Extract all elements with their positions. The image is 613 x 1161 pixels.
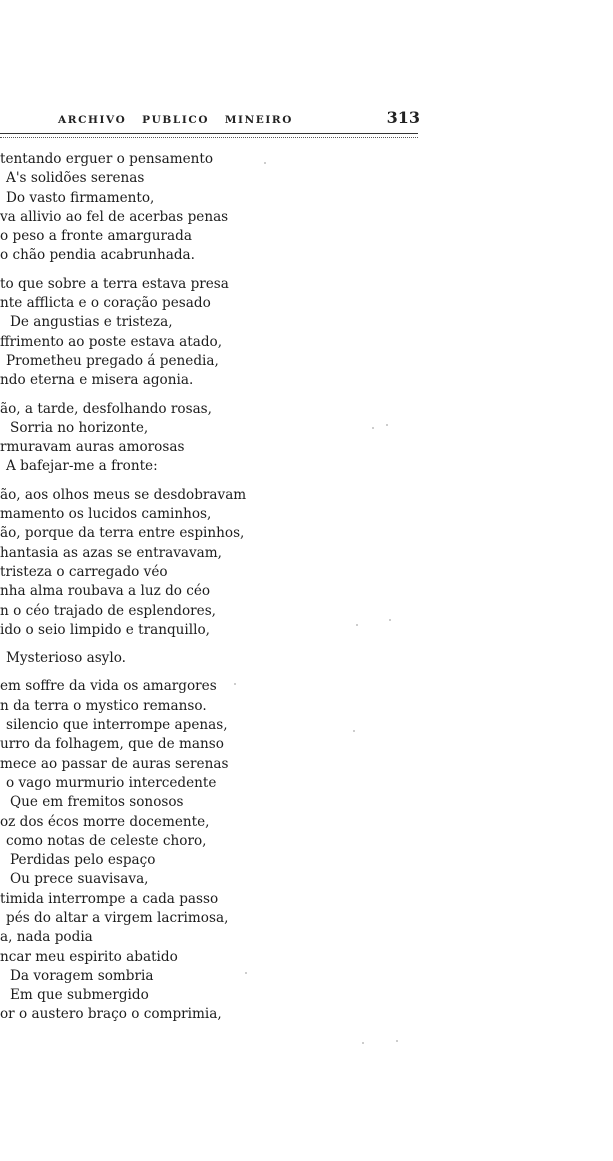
poem-line: ndo eterna e misera agonia. xyxy=(0,372,194,389)
poem-line: oz dos écos morre docemente, xyxy=(0,813,210,830)
header-rule xyxy=(0,133,418,138)
poem-line: o vago murmurio intercedente xyxy=(6,774,217,791)
poem-line: A bafejar-me a fronte: xyxy=(6,458,158,475)
stanza xyxy=(0,400,613,477)
poem-line: n o céo trajado de esplendores, xyxy=(0,602,216,619)
scan-speck xyxy=(362,1042,364,1044)
poem-line: o chão pendia acabrunhada. xyxy=(0,247,195,264)
poem-line: Prometheu pregado á penedia, xyxy=(6,352,219,369)
poem-line: urro da folhagem, que de manso xyxy=(0,736,224,753)
poem-line: Em que submergido xyxy=(10,987,149,1004)
poem-line: o peso a fronte amargurada xyxy=(0,228,192,245)
poem-line: to que sobre a terra estava presa xyxy=(0,275,229,292)
poem-line: tentando erguer o pensamento xyxy=(0,151,214,167)
poem-line: ão, porque da terra entre espinhos, xyxy=(0,525,245,542)
poem-line: timida interrompe a cada passo xyxy=(0,890,219,907)
poem-line: A's solidões serenas xyxy=(6,170,145,187)
scan-speck xyxy=(356,624,358,626)
poem-line: ido o seio limpido e tranquillo, xyxy=(0,621,210,638)
scan-speck xyxy=(389,619,391,621)
poem-line: Mysterioso asylo. xyxy=(6,650,126,667)
scan-speck xyxy=(264,162,266,164)
poem-line: Ou prece suavisava, xyxy=(10,871,149,888)
poem-line: va allivio ao fel de acerbas penas xyxy=(0,208,229,225)
poem-line: nha alma roubava a luz do céo xyxy=(0,583,211,600)
scan-speck xyxy=(353,730,355,732)
poem-line: Do vasto firmamento, xyxy=(6,189,155,206)
poem-line: mamento os lucidos caminhos, xyxy=(0,506,212,523)
poem-line: rmuravam auras amorosas xyxy=(0,439,185,456)
poem-line: ncar meu espirito abatido xyxy=(0,948,178,965)
poem-line: Perdidas pelo espaço xyxy=(10,852,156,869)
poem-line: pés do altar a virgem lacrimosa, xyxy=(6,909,229,926)
scan-speck xyxy=(386,424,388,426)
poem-line: em soffre da vida os amargores xyxy=(0,678,217,695)
scan-speck xyxy=(234,683,236,685)
poem-line: como notas de celeste choro, xyxy=(6,832,207,849)
stanza xyxy=(0,150,613,266)
poem-line: Sorria no horizonte, xyxy=(10,419,149,436)
scan-speck xyxy=(245,972,247,974)
scan-speck xyxy=(396,1040,398,1042)
poem-line: silencio que interrompe apenas, xyxy=(6,717,228,734)
stanza xyxy=(0,486,613,640)
poem-line: or o austero braço o comprimia, xyxy=(0,1006,222,1023)
poem-line: ão, aos olhos meus se desdobravam xyxy=(0,486,247,503)
poem-line: mece ao passar de auras serenas xyxy=(0,755,229,772)
poem-line: nte afflicta e o coração pesado xyxy=(0,295,211,312)
page-header xyxy=(58,108,428,134)
poem-line: Da voragem sombria xyxy=(10,967,154,984)
poem-line: a, nada podia xyxy=(0,929,93,946)
poem-line: ffrimento ao poste estava atado, xyxy=(0,333,223,350)
poem-line: n da terra o mystico remanso. xyxy=(0,697,207,714)
stanza xyxy=(0,649,613,668)
running-title: ARCHIVO PUBLICO MINEIRO xyxy=(58,114,293,126)
poem-line: De angustias e tristeza, xyxy=(10,314,173,331)
poem-line: ão, a tarde, desfolhando rosas, xyxy=(0,400,212,417)
poem-line: hantasia as azas se entravavam, xyxy=(0,544,222,561)
scan-speck xyxy=(372,427,374,429)
poem-text xyxy=(0,150,613,1034)
page-number: 313 xyxy=(386,108,420,127)
stanza xyxy=(0,275,613,391)
stanza xyxy=(0,677,613,1024)
poem-line: Que em fremitos sonosos xyxy=(10,794,184,811)
poem-line: tristeza o carregado véo xyxy=(0,563,168,580)
